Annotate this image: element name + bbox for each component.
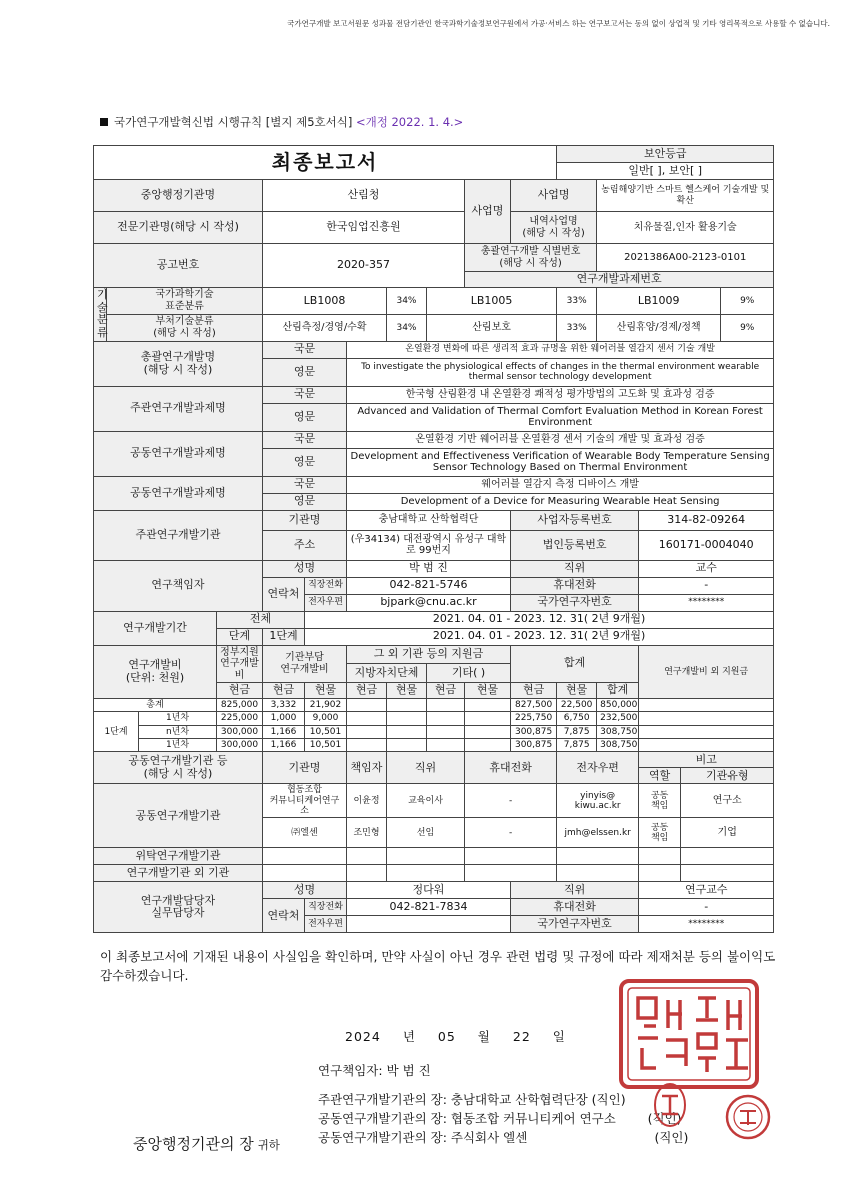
overall-task-ko-label: 국문 [263,341,347,358]
budget-org-kind: 10,501 [305,725,347,738]
report-title: 최종보고서 [94,146,557,180]
tech-ministry-pct-2: 33% [557,314,597,341]
business-sub-label: 내역사업명 (해당 시 작성) [511,212,597,244]
manager-label: 연구개발담당자 실무담당자 [94,882,263,933]
budget-label: 연구개발비 (단위: 천원) [94,645,217,699]
pi-rid-label: 국가연구자번호 [511,594,639,611]
overall-task-label: 총괄연구개발명 (해당 시 작성) [94,341,263,386]
budget-etc-cash: 현금 [427,683,465,699]
joint-task1-ko-label: 국문 [263,431,347,448]
overall-task-en: To investigate the physiological effects of changes in the thermal environment wearable thermal sensor technology development [347,358,774,386]
budget-gov: 300,000 [217,739,263,752]
recipient-name: 중앙행정기관의 장 [133,1135,254,1153]
tech-ministry-code-1: 산림측정/경영/수확 [263,314,387,341]
declaration-text: 이 최종보고서에 기재된 내용이 사실임을 확인하며, 만약 사실이 아닌 경우 관련 법령 및 규정에 따라 제재처분 등의 불이익도 감수하겠습니다. [100,949,776,983]
budget-org-cash: 1,166 [263,739,305,752]
signature-joint-org-2: 공동연구개발기관의 장: 주식회사 엘센 (직인) [318,1130,689,1145]
coorgs-col-pos: 직위 [387,752,465,784]
budget-sum-cash: 현금 [511,683,557,699]
date-year-unit: 년 [402,1029,416,1044]
report-form-table [93,145,774,933]
manager-tel: 042-821-7834 [347,899,511,916]
coorgs-col-note: 비고 [639,752,774,768]
business-name-value: 농림해양기반 스마트 헬스케어 기술개발 및 확산 [597,180,774,212]
budget-sum-kind-value: 22,500 [557,699,597,712]
coorgs-col-org: 기관명 [263,752,347,784]
pi-name: 박 범 진 [347,560,511,577]
coorgs-outside-label: 연구개발기관 외 기관 [94,865,263,882]
budget-sum-kind-value: 7,875 [557,725,597,738]
lead-task-ko-label: 국문 [263,386,347,403]
joint-task1-en-label: 영문 [263,448,347,476]
budget-gov: 300,000 [217,725,263,738]
budget-sum-total-value: 308,750 [597,725,639,738]
budget-gov: 825,000 [217,699,263,712]
budget-sum-label: 합계 [511,645,639,683]
budget-sum-kind-value: 6,750 [557,712,597,725]
coorgs-col-email: 전자우편 [557,752,639,784]
period-total: 2021. 04. 01 - 2023. 12. 31( 2년 9개월) [305,611,774,628]
tech-national-code-3: LB1009 [597,288,721,315]
lead-task-en: Advanced and Validation of Thermal Comfort Evaluation Method in Korean Forest Environment [347,403,774,431]
pi-contact-label: 연락처 [263,577,305,611]
pi-tel: 042-821-5746 [347,577,511,594]
lead-task-ko: 한국형 산림환경 내 온열환경 쾌적성 평가방법의 고도화 및 효과성 검증 [347,386,774,403]
recipient-suffix: 귀하 [257,1138,280,1152]
table-row [94,725,774,738]
coorgs-joint-label: 공동연구개발기관 [94,784,263,848]
lead-org-bizno-label: 사업자등록번호 [511,510,639,530]
budget-org-kind: 21,902 [305,699,347,712]
task-no-label: 연구개발과제번호 [465,272,774,288]
budget-row-label: 총계 [94,699,217,712]
copyright-notice: 국가연구개발 보고서원문 성과물 전담기관인 한국과학기술정보연구원에서 가공·서비스 하는 연구보고서는 동의 없이 상업적 및 기타 영리목적으로 사용할 수 없습니다. [287,19,830,28]
overall-task-en-label: 영문 [263,358,347,386]
budget-org-inkind: 현물 [305,683,347,699]
period-total-label: 전체 [217,611,305,628]
tech-ministry-code-3: 산림휴양/경제/정책 [597,314,721,341]
date-year: 2024 [345,1029,381,1044]
joint-task1-label: 공동연구개발과제명 [94,431,263,476]
square-bullet-icon [100,118,108,126]
coorg-person: 조민형 [347,818,387,848]
budget-sum-inkind: 현물 [557,683,597,699]
coorg-name: 협동조합 커뮤니티케어연구소 [263,784,347,818]
joint-task2-en-label: 영문 [263,493,347,510]
tech-national-pct-3: 9% [721,288,774,315]
budget-sum-cash-value: 827,500 [511,699,557,712]
coorg-type: 연구소 [681,784,774,818]
date-day-unit: 일 [552,1029,566,1044]
manager-name-label: 성명 [263,882,347,899]
pi-pos-label: 직위 [511,560,639,577]
tech-national-pct-1: 34% [387,288,427,315]
coorg-pos: 교육이사 [387,784,465,818]
date-day: 22 [512,1029,531,1044]
budget-etc-inkind: 현물 [465,683,511,699]
business-name-label: 사업명 [511,180,597,212]
lead-org-corpno-label: 법인등록번호 [511,530,639,560]
budget-local-inkind: 현물 [387,683,427,699]
pi-tel-label: 직장전화 [305,577,347,594]
joint-task1-en: Development and Effectiveness Verification of Wearable Body Temperature Sensing Sensor Technology Based on Thermal Environment [347,448,774,476]
tech-ministry-label: 부처기술분류 (해당 시 작성) [107,314,263,341]
manager-pos: 연구교수 [639,882,774,899]
security-value: 일반[ ], 보안[ ] [557,163,774,180]
rule-text: 국가연구개발혁신법 시행규칙 [별지 제5호서식] [114,115,353,129]
revision-text: <개정 2022. 1. 4.> [355,115,464,129]
budget-extra-label: 연구개발비 외 지원금 [639,645,774,699]
tech-national-pct-2: 33% [557,288,597,315]
business-sub-value: 치유물질,인자 활용기술 [597,212,774,244]
lead-org-name: 충남대학교 산학협력단 [347,510,511,530]
tech-ministry-pct-3: 9% [721,314,774,341]
table-row [94,784,774,818]
lead-org-name-label: 기관명 [263,510,347,530]
budget-sum-total-value: 850,000 [597,699,639,712]
date-month-unit: 월 [477,1029,491,1044]
coorgs-col-type: 기관유형 [681,768,774,784]
budget-sum-total: 합계 [597,683,639,699]
coorg-mobile: - [465,818,557,848]
announcement-value: 2020-357 [263,244,465,288]
tech-ministry-pct-1: 34% [387,314,427,341]
business-group-label: 사업명 [465,180,511,244]
signature-lead-org: 주관연구개발기관의 장: 충남대학교 산학협력단장 (직인) [318,1092,626,1107]
manager-name: 정다워 [347,882,511,899]
form-rule [100,114,463,130]
pi-rid: ******** [639,594,774,611]
tech-national-code-1: LB1008 [263,288,387,315]
period-stage-label: 단계 [217,628,263,645]
table-row [94,712,774,725]
joint-task2-en: Development of a Device for Measuring Wearable Heat Sensing [347,493,774,510]
coorgs-col-person: 책임자 [347,752,387,784]
manager-email [347,916,511,933]
pi-email: bjpark@cnu.ac.kr [347,594,511,611]
budget-org-cash: 현금 [263,683,305,699]
table-row [94,699,774,712]
budget-org-kind: 10,501 [305,739,347,752]
manager-rid: ******** [639,916,774,933]
tech-side-label: 기 술 분 류 [94,288,107,342]
specialized-value: 한국임업진흥원 [263,212,465,244]
table-row [94,739,774,752]
period-label: 연구개발기간 [94,611,217,645]
manager-tel-label: 직장전화 [305,899,347,916]
budget-row-label: 1년차 [139,712,217,725]
date-month: 05 [437,1029,456,1044]
budget-sum-total-value: 308,750 [597,739,639,752]
tech-national-code-2: LB1005 [427,288,557,315]
budget-local-cash: 현금 [347,683,387,699]
budget-row-label: 1년차 [139,739,217,752]
period-stage-no: 1단계 [263,628,305,645]
pi-mobile-label: 휴대전화 [511,577,639,594]
coorg-email: yinyis@ kiwu.ac.kr [557,784,639,818]
budget-sum-kind-value: 7,875 [557,739,597,752]
signature-joint-org-1: 공동연구개발기관의 장: 협동조합 커뮤니티케어 연구소 (직인) [318,1111,682,1126]
pi-name-label: 성명 [263,560,347,577]
budget-sum-total-value: 232,500 [597,712,639,725]
budget-other-label: 그 외 기관 등의 지원금 [347,645,511,664]
recipient [133,1133,280,1154]
agency-label: 중앙행정기관명 [94,180,263,212]
coorgs-col-mobile: 휴대전화 [465,752,557,784]
lead-org-addr-label: 주소 [263,530,347,560]
coorgs-label: 공동연구개발기관 등 (해당 시 작성) [94,752,263,784]
coorg-name: ㈜엘센 [263,818,347,848]
coorg-email: jmh@elssen.kr [557,818,639,848]
specialized-label: 전문기관명(해당 시 작성) [94,212,263,244]
joint-task2-ko-label: 국문 [263,476,347,493]
manager-mobile: - [639,899,774,916]
overall-task-ko: 온열환경 변화에 따른 생리적 효과 규명을 위한 웨어러블 열감지 센서 기술 개발 [347,341,774,358]
budget-local-label: 지방자치단체 [347,664,427,683]
joint-task2-ko: 웨어러블 열감지 측정 디바이스 개발 [347,476,774,493]
manager-rid-label: 국가연구자번호 [511,916,639,933]
pi-pos: 교수 [639,560,774,577]
budget-org-cash: 3,332 [263,699,305,712]
manager-email-label: 전자우편 [305,916,347,933]
budget-org-kind: 9,000 [305,712,347,725]
budget-etc-label: 기타( ) [427,664,511,683]
coorgs-col-role: 역할 [639,768,681,784]
coorg-mobile: - [465,784,557,818]
budget-stage1-label: 1단계 [94,712,139,752]
budget-gov-label: 정부지원 연구개발비 [217,645,263,683]
coorgs-consign-label: 위탁연구개발기관 [94,848,263,865]
official-seal-icon [618,978,760,1090]
budget-org-label: 기관부담 연구개발비 [263,645,347,683]
tech-national-label: 국가과학기술 표준분류 [107,288,263,315]
agency-value: 산림청 [263,180,465,212]
coorg-type: 기업 [681,818,774,848]
overall-id-label: 총괄연구개발 식별번호 (해당 시 작성) [465,244,597,272]
budget-gov-cash: 현금 [217,683,263,699]
announcement-label: 공고번호 [94,244,263,288]
budget-org-cash: 1,166 [263,725,305,738]
pi-email-label: 전자우편 [305,594,347,611]
pi-mobile: - [639,577,774,594]
tech-ministry-code-2: 산림보호 [427,314,557,341]
budget-sum-cash-value: 225,750 [511,712,557,725]
budget-org-cash: 1,000 [263,712,305,725]
budget-sum-cash-value: 300,875 [511,725,557,738]
report-date [345,1027,588,1045]
manager-pos-label: 직위 [511,882,639,899]
lead-org-addr: (우34134) 대전광역시 유성구 대학로 99번지 [347,530,511,560]
round-seal-icon [722,1093,774,1141]
manager-mobile-label: 휴대전화 [511,899,639,916]
period-stage: 2021. 04. 01 - 2023. 12. 31( 2년 9개월) [305,628,774,645]
lead-org-corpno: 160171-0004040 [639,530,774,560]
budget-row-label: n년차 [139,725,217,738]
pi-label: 연구책임자 [94,560,263,611]
joint-task2-label: 공동연구개발과제명 [94,476,263,510]
overall-id-value: 2021386A00-2123-0101 [597,244,774,272]
security-label: 보안등급 [557,146,774,163]
coorg-pos: 선임 [387,818,465,848]
manager-contact-label: 연락처 [263,899,305,933]
lead-task-label: 주관연구개발과제명 [94,386,263,431]
lead-org-label: 주관연구개발기관 [94,510,263,560]
coorg-person: 이윤정 [347,784,387,818]
budget-gov: 225,000 [217,712,263,725]
lead-org-bizno: 314-82-09264 [639,510,774,530]
lead-task-en-label: 영문 [263,403,347,431]
joint-task1-ko: 온열환경 기반 웨어러블 온열환경 센서 기술의 개발 및 효과성 검증 [347,431,774,448]
coorg-role: 공동 책임 [639,784,681,818]
coorg-role: 공동 책임 [639,818,681,848]
seal-stamp-icon [652,1080,688,1130]
budget-sum-cash-value: 300,875 [511,739,557,752]
signature-pi: 연구책임자: 박 범 진 [318,1063,431,1078]
